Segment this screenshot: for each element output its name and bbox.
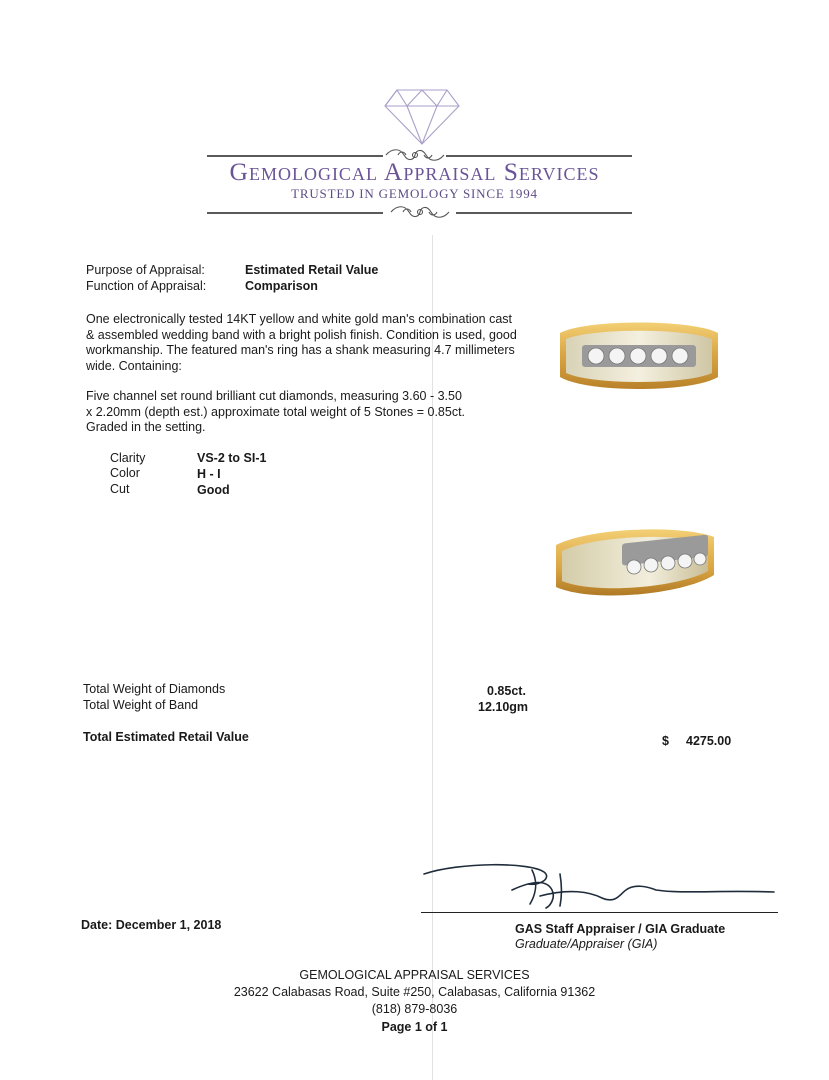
purpose-value: Estimated Retail Value <box>245 263 379 277</box>
item-description <box>86 312 536 436</box>
band-weight-value: 12.10gm <box>478 700 529 714</box>
total-value-label: Total Estimated Retail Value <box>83 730 249 744</box>
company-tagline: TRUSTED IN GEMOLOGY SINCE 1994 <box>291 186 538 201</box>
grade-label-clarity: Clarity <box>110 451 146 465</box>
footer-company: GEMOLOGICAL APPRAISAL SERVICES <box>299 968 530 982</box>
appraiser-signature <box>420 860 780 916</box>
ring-photo-front <box>556 313 722 399</box>
page-number: Page 1 of 1 <box>381 1020 448 1034</box>
ring-photo-angle <box>552 523 718 605</box>
diamond-description-paragraph: Five channel set round brilliant cut diamonds, measuring 3.60 - 3.50 x 2.20mm (depth est.) approximate total weight of 5 Stones = 0.85ct. Graded in the setting. <box>86 389 466 434</box>
band-weight-label: Total Weight of Band <box>83 698 199 712</box>
function-value: Comparison <box>245 279 318 293</box>
grade-value-color: H - I <box>197 467 221 481</box>
header-rule-bottom-left <box>207 212 383 214</box>
currency-symbol: $ <box>662 734 669 748</box>
signature-line <box>421 912 778 913</box>
grade-value-clarity: VS-2 to SI-1 <box>197 451 267 465</box>
appraisal-date: Date: December 1, 2018 <box>81 918 222 932</box>
company-name: Gemological Appraisal Services <box>229 157 600 186</box>
flourish-ornament-icon <box>389 203 451 221</box>
footer-address: 23622 Calabasas Road, Suite #250, Calabasas, California 91362 <box>233 985 596 999</box>
diamond-logo-icon <box>383 88 461 146</box>
grade-label-cut: Cut <box>110 482 130 496</box>
appraiser-credential: Graduate/Appraiser (GIA) <box>515 937 658 951</box>
header-rule-bottom-right <box>456 212 632 214</box>
diamond-weight-value: 0.85ct. <box>487 684 526 698</box>
footer-phone: (818) 879-8036 <box>371 1002 458 1016</box>
description-paragraph: One electronically tested 14KT yellow and white gold man's combination cast & assembled wedding band with a bright polish finish. Condition is used, good workmanship. The featured man's ring has a shank measuring 4.7 millimeters wide. Containing: <box>86 312 517 373</box>
grade-label-color: Color <box>110 466 140 480</box>
function-label: Function of Appraisal: <box>86 279 207 293</box>
purpose-label: Purpose of Appraisal: <box>86 263 205 277</box>
total-value-amount: 4275.00 <box>686 734 732 748</box>
appraiser-title: GAS Staff Appraiser / GIA Graduate <box>515 922 726 936</box>
diamond-weight-label: Total Weight of Diamonds <box>83 682 226 696</box>
grade-value-cut: Good <box>197 483 230 497</box>
